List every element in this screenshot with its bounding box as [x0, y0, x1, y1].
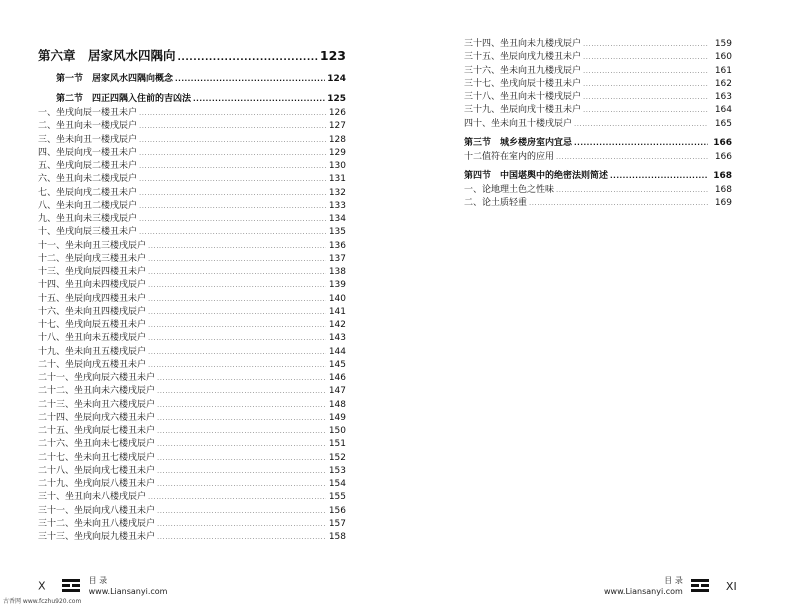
chapter-title: 第六章 居家风水四隅向 — [38, 48, 176, 63]
entry-page: 141 — [328, 306, 346, 317]
leader-dots — [574, 118, 708, 131]
entry-page: 159 — [714, 39, 732, 49]
entry-page: 166 — [714, 151, 732, 162]
leader-dots — [139, 200, 326, 213]
section-page: 125 — [327, 94, 346, 104]
toc-entry[interactable] — [464, 197, 732, 210]
entry-page: 133 — [328, 200, 346, 211]
entry-title: 六、坐丑向未二楼戌辰户 — [38, 174, 138, 185]
toc-entry[interactable] — [38, 306, 346, 319]
leader-dots — [139, 134, 326, 147]
entry-title: 十二值符在室内的应用 — [464, 151, 555, 162]
leader-dots — [139, 226, 326, 239]
entry-title: 十八、坐丑向未五楼戌辰户 — [38, 333, 147, 344]
section-title: 第一节 居家风水四隅向概念 — [56, 74, 174, 84]
entry-page: 164 — [714, 105, 732, 116]
toc-entry[interactable] — [38, 531, 346, 544]
entry-title: 十五、坐辰向戌四楼丑未户 — [38, 293, 147, 304]
page-number: X — [38, 579, 46, 593]
trigram-icon — [691, 579, 709, 593]
entry-title: 三十、坐丑向未八楼戌辰户 — [38, 492, 147, 503]
entry-page: 134 — [328, 214, 346, 224]
toc-entry[interactable] — [38, 293, 346, 306]
leader-dots — [139, 213, 326, 226]
entry-title: 三十六、坐未向丑九楼戌辰户 — [464, 65, 582, 76]
leader-dots — [148, 266, 326, 279]
leader-dots — [157, 505, 326, 518]
entry-page: 147 — [328, 386, 346, 397]
toc-entry[interactable] — [464, 78, 732, 91]
section-page: 168 — [713, 171, 732, 181]
entry-title: 二十四、坐辰向戌六楼丑未户 — [38, 412, 156, 423]
toc-entry[interactable] — [38, 346, 346, 359]
entry-page: 165 — [714, 118, 732, 129]
leader-dots — [583, 78, 708, 91]
leader-dots — [148, 279, 326, 292]
leader-dots — [556, 184, 708, 197]
toc-entry[interactable] — [38, 465, 346, 478]
leader-dots — [139, 173, 326, 186]
toc-entry[interactable] — [38, 240, 346, 253]
toc-entry-list — [464, 184, 732, 211]
leader-dots — [157, 478, 326, 491]
right-footer — [604, 575, 737, 597]
entry-page: 149 — [328, 412, 346, 423]
entry-page: 146 — [328, 373, 346, 383]
section-title: 第二节 四正四隅入住前的吉凶法 — [56, 94, 192, 104]
footer-url: www.Liansanyi.com — [604, 587, 683, 596]
entry-page: 126 — [328, 108, 346, 118]
toc-section[interactable] — [38, 92, 346, 107]
entry-title: 二十七、坐未向丑七楼戌辰户 — [38, 452, 156, 463]
section-title: 第三节 城乡楼房室内宜忌 — [464, 137, 573, 148]
leader-dots — [583, 91, 708, 104]
entry-page: 130 — [328, 161, 346, 171]
toc-entry[interactable] — [38, 452, 346, 465]
toc-entry[interactable] — [38, 160, 346, 173]
footer-label: 目 录 — [88, 576, 108, 585]
entry-title: 三十九、坐辰向戌十楼丑未户 — [464, 105, 582, 116]
entry-title: 十三、坐戌向辰四楼丑未户 — [38, 267, 147, 277]
leader-dots — [157, 425, 326, 438]
entry-page: 139 — [328, 280, 346, 291]
entry-page: 145 — [328, 359, 346, 370]
toc-entry[interactable] — [38, 319, 346, 332]
entry-page: 137 — [328, 253, 346, 264]
toc-entry[interactable] — [38, 213, 346, 226]
leader-dots — [556, 151, 708, 164]
entry-title: 二十六、坐丑向未七楼戌辰户 — [38, 439, 156, 450]
entry-title: 三十七、坐戌向辰十楼丑未户 — [464, 78, 582, 89]
entry-page: 161 — [714, 65, 732, 76]
entry-page: 131 — [328, 174, 346, 185]
leader-dots — [139, 147, 326, 160]
entry-title: 二十九、坐戌向辰八楼丑未户 — [38, 479, 156, 489]
leader-dots — [157, 372, 326, 385]
toc-entry[interactable] — [38, 187, 346, 200]
entry-page: 154 — [328, 479, 346, 489]
entry-page: 127 — [328, 121, 346, 132]
leader-dots — [574, 136, 708, 151]
entry-title: 十六、坐未向丑四楼戌辰户 — [38, 306, 147, 317]
entry-title: 四、坐辰向戌一楼丑未户 — [38, 147, 138, 158]
section-title: 第四节 中国堪舆中的绝密法则简述 — [464, 171, 609, 181]
toc-entry[interactable] — [38, 226, 346, 239]
leader-dots — [157, 452, 326, 465]
entry-page: 152 — [328, 452, 346, 463]
watermark: 古香网 www.fczhu920.com — [3, 598, 82, 605]
trigram-icon — [62, 579, 80, 593]
leader-dots — [178, 47, 318, 69]
entry-title: 三十三、坐戌向辰九楼丑未户 — [38, 532, 156, 542]
entry-title: 三、坐未向丑一楼戌辰户 — [38, 134, 138, 145]
entry-title: 一、论地理土色之性味 — [464, 185, 555, 195]
entry-page: 156 — [328, 505, 346, 516]
toc-entry[interactable] — [38, 505, 346, 518]
leader-dots — [583, 104, 708, 117]
leader-dots — [148, 319, 326, 332]
leader-dots — [157, 438, 326, 451]
leader-dots — [193, 92, 325, 107]
toc-entry[interactable] — [464, 118, 732, 131]
toc-right-column — [464, 38, 732, 211]
leader-dots — [148, 240, 326, 253]
footer-url: www.Liansanyi.com — [88, 587, 168, 596]
leader-dots — [148, 293, 326, 306]
left-footer — [38, 575, 167, 597]
toc-entry[interactable] — [38, 412, 346, 425]
toc-entry[interactable] — [464, 51, 732, 64]
leader-dots — [148, 332, 326, 345]
entry-page: 138 — [328, 267, 346, 277]
toc-entry[interactable] — [38, 399, 346, 412]
entry-title: 一、坐戌向辰一楼丑未户 — [38, 108, 138, 118]
entry-page: 148 — [328, 399, 346, 410]
entry-page: 151 — [328, 439, 346, 450]
page-number: XI — [725, 579, 737, 593]
toc-entry[interactable] — [38, 359, 346, 372]
entry-title: 二、坐丑向未一楼戌辰户 — [38, 121, 138, 132]
section-page: 124 — [327, 74, 346, 84]
leader-dots — [148, 306, 326, 319]
toc-entry[interactable] — [464, 38, 732, 51]
entry-page: 169 — [714, 198, 732, 209]
entry-title: 二十一、坐戌向辰六楼丑未户 — [38, 373, 156, 383]
entry-title: 五、坐戌向辰二楼丑未户 — [38, 161, 138, 171]
leader-dots — [157, 531, 326, 544]
entry-title: 三十八、坐丑向未十楼戌辰户 — [464, 92, 582, 102]
leader-dots — [139, 160, 326, 173]
entry-title: 二十五、坐戌向辰七楼丑未户 — [38, 426, 156, 436]
entry-title: 九、坐丑向未三楼戌辰户 — [38, 214, 138, 224]
entry-title: 三十一、坐辰向戌八楼丑未户 — [38, 505, 156, 516]
entry-title: 十四、坐丑向未四楼戌辰户 — [38, 280, 147, 291]
entry-page: 136 — [328, 240, 346, 251]
toc-left-column — [38, 45, 346, 544]
entry-title: 十一、坐未向丑三楼戌辰户 — [38, 240, 147, 251]
toc-entry[interactable] — [38, 200, 346, 213]
toc-entry-list — [38, 107, 346, 544]
leader-dots — [610, 169, 708, 184]
leader-dots — [148, 491, 326, 504]
toc-entry[interactable] — [38, 478, 346, 491]
toc-entry[interactable] — [38, 518, 346, 531]
entry-page: 153 — [328, 465, 346, 476]
entry-title: 四十、坐未向丑十楼戌辰户 — [464, 118, 573, 129]
entry-page: 163 — [714, 92, 732, 102]
entry-title: 二十、坐辰向戌五楼丑未户 — [38, 359, 147, 370]
leader-dots — [148, 359, 326, 372]
toc-entry[interactable] — [38, 491, 346, 504]
entry-page: 143 — [328, 333, 346, 344]
entry-page: 157 — [328, 518, 346, 529]
leader-dots — [157, 412, 326, 425]
leader-dots — [139, 120, 326, 133]
toc-entry[interactable] — [38, 425, 346, 438]
toc-entry[interactable] — [464, 65, 732, 78]
leader-dots — [139, 107, 326, 120]
entry-page: 132 — [328, 187, 346, 198]
toc-entry-list — [464, 38, 732, 131]
entry-page: 142 — [328, 320, 346, 330]
entry-page: 162 — [714, 78, 732, 89]
entry-title: 二、论土质轻重 — [464, 198, 528, 209]
toc-entry[interactable] — [38, 147, 346, 160]
toc-chapter[interactable] — [38, 45, 346, 67]
toc-entry[interactable] — [38, 107, 346, 120]
leader-dots — [157, 385, 326, 398]
toc-section[interactable] — [464, 169, 732, 184]
toc-entry[interactable] — [38, 385, 346, 398]
toc-entry[interactable] — [38, 134, 346, 147]
toc-entry[interactable] — [38, 253, 346, 266]
leader-dots — [583, 51, 708, 64]
entry-title: 二十三、坐未向丑六楼戌辰户 — [38, 399, 156, 410]
toc-entry[interactable] — [38, 438, 346, 451]
leader-dots — [157, 465, 326, 478]
right-page — [396, 0, 793, 607]
entry-page: 128 — [328, 134, 346, 145]
entry-title: 八、坐未向丑二楼戌辰户 — [38, 200, 138, 211]
entry-title: 十、坐戌向辰三楼丑未户 — [38, 227, 138, 238]
entry-page: 155 — [328, 492, 346, 503]
entry-page: 168 — [714, 185, 732, 195]
leader-dots — [529, 197, 708, 210]
entry-title: 十九、坐未向丑五楼戌辰户 — [38, 346, 147, 357]
section-page: 166 — [713, 137, 732, 148]
leader-dots — [157, 399, 326, 412]
footer-label: 目 录 — [664, 576, 683, 585]
entry-page: 144 — [328, 346, 346, 357]
leader-dots — [583, 65, 708, 78]
toc-entry[interactable] — [38, 120, 346, 133]
entry-page: 150 — [328, 426, 346, 436]
toc-entry[interactable] — [38, 279, 346, 292]
entry-title: 七、坐辰向戌二楼丑未户 — [38, 187, 138, 198]
toc-entry[interactable] — [38, 332, 346, 345]
leader-dots — [175, 72, 325, 87]
entry-title: 二十八、坐辰向戌七楼丑未户 — [38, 465, 156, 476]
leader-dots — [157, 518, 326, 531]
toc-entry[interactable] — [38, 173, 346, 186]
entry-page: 135 — [328, 227, 346, 238]
entry-title: 三十四、坐丑向未九楼戌辰户 — [464, 39, 582, 49]
entry-title: 十二、坐辰向戌三楼丑未户 — [38, 253, 147, 264]
entry-page: 158 — [328, 532, 346, 542]
toc-entry[interactable] — [464, 151, 732, 164]
entry-title: 三十五、坐辰向戌九楼丑未户 — [464, 52, 582, 63]
toc-entry[interactable] — [464, 91, 732, 104]
entry-page: 160 — [714, 52, 732, 63]
entry-title: 十七、坐戌向辰五楼丑未户 — [38, 320, 147, 330]
leader-dots — [583, 38, 708, 51]
entry-page: 129 — [328, 147, 346, 158]
toc-section[interactable] — [38, 72, 346, 87]
toc-entry[interactable] — [464, 104, 732, 117]
toc-entry[interactable] — [464, 184, 732, 197]
leader-dots — [148, 346, 326, 359]
chapter-page: 123 — [319, 48, 346, 63]
toc-entry[interactable] — [38, 266, 346, 279]
entry-page: 140 — [328, 293, 346, 304]
entry-title: 三十二、坐未向丑八楼戌辰户 — [38, 518, 156, 529]
toc-entry[interactable] — [38, 372, 346, 385]
leader-dots — [148, 253, 326, 266]
leader-dots — [139, 187, 326, 200]
toc-section[interactable] — [464, 136, 732, 151]
left-page — [0, 0, 396, 607]
entry-title: 二十二、坐丑向未六楼戌辰户 — [38, 386, 156, 397]
